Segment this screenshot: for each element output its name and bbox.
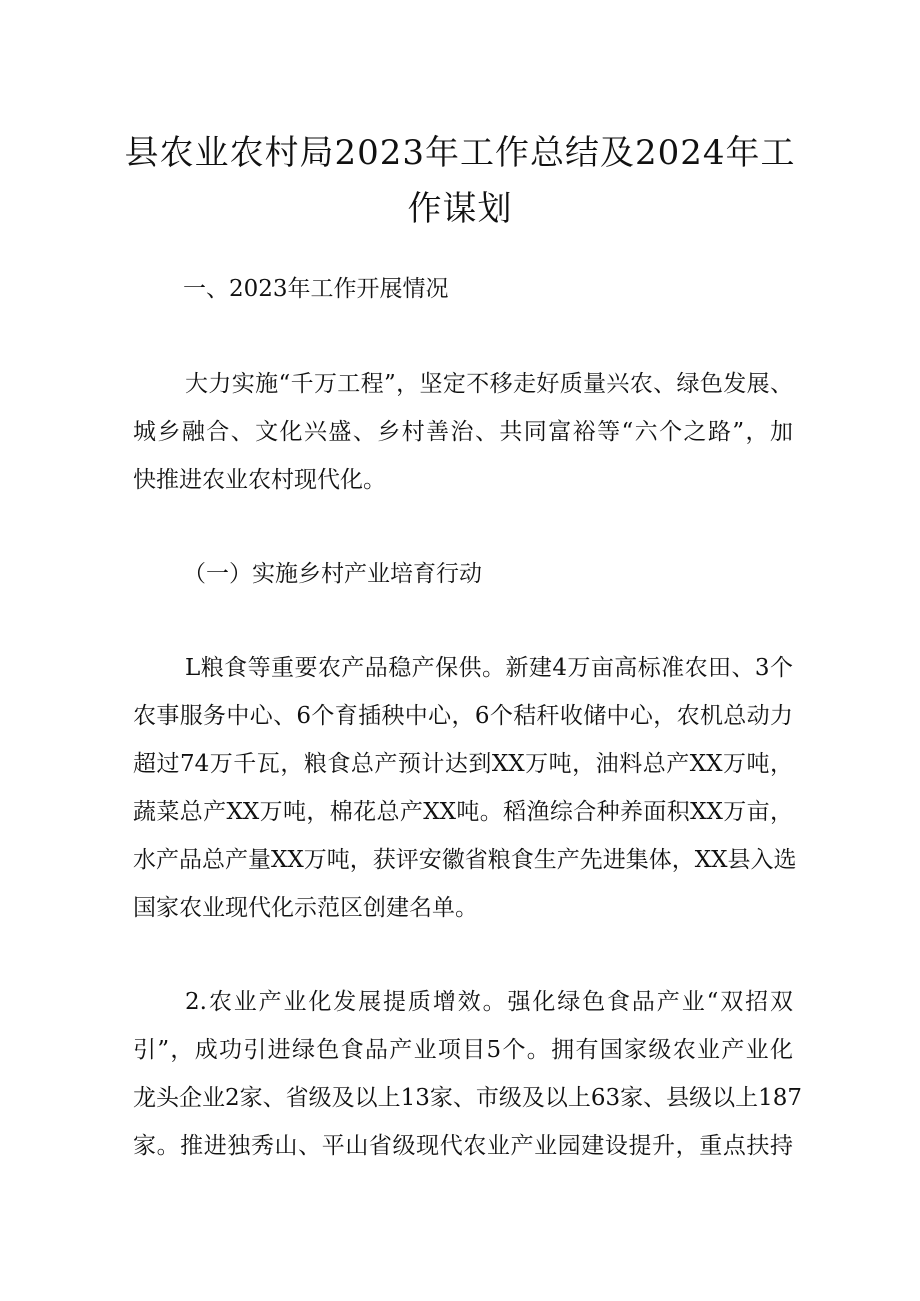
item-1-line-3: 超过74万千瓦，粮食总产预计达到XX万吨，油料总产XX万吨， xyxy=(133,751,793,777)
title-line-1: 县农业农村局2023年工作总结及2024年工 xyxy=(124,133,796,173)
item-1-line-5: 水产品总产量XX万吨，获评安徽省粮食生产先进集体，XX县入选 xyxy=(133,847,797,873)
title-line-2: 作谋划 xyxy=(407,189,513,229)
subsection-heading: （一）实施乡村产业培育行动 xyxy=(183,561,482,587)
intro-line-2: 城乡融合、文化兴盛、乡村善治、共同富裕等“六个之路”，加 xyxy=(133,419,793,445)
item-2-paragraph xyxy=(133,978,803,1170)
item-1-line-1: L粮食等重要农产品稳产保供。新建4万亩高标准农田、3个 xyxy=(185,655,793,681)
document-title xyxy=(120,125,800,237)
item-2-line-3: 龙头企业2家、省级及以上13家、市级及以上63家、县级以上187 xyxy=(133,1085,803,1111)
item-1-line-2: 农事服务中心、6个育插秧中心，6个秸秆收储中心，农机总动力 xyxy=(133,703,793,729)
intro-line-3: 快推进农业农村现代化。 xyxy=(133,467,386,493)
item-1-paragraph xyxy=(133,644,797,932)
section-heading: 一、2023年工作开展情况 xyxy=(183,276,449,302)
item-2-line-1: 2.农业产业化发展提质增效。强化绿色食品产业“双招双 xyxy=(185,989,793,1015)
item-1-line-6: 国家农业现代化示范区创建名单。 xyxy=(133,895,478,921)
intro-line-1: 大力实施“千万工程”，坚定不移走好质量兴农、绿色发展、 xyxy=(185,371,793,397)
item-2-line-2: 引”，成功引进绿色食品产业项目5个。拥有国家级农业产业化 xyxy=(133,1037,793,1063)
item-2-line-4: 家。推进独秀山、平山省级现代农业产业园建设提升，重点扶持 xyxy=(133,1133,793,1159)
item-1-line-4: 蔬菜总产XX万吨，棉花总产XX吨。稻渔综合种养面积XX万亩， xyxy=(133,799,793,825)
intro-paragraph xyxy=(133,360,793,504)
